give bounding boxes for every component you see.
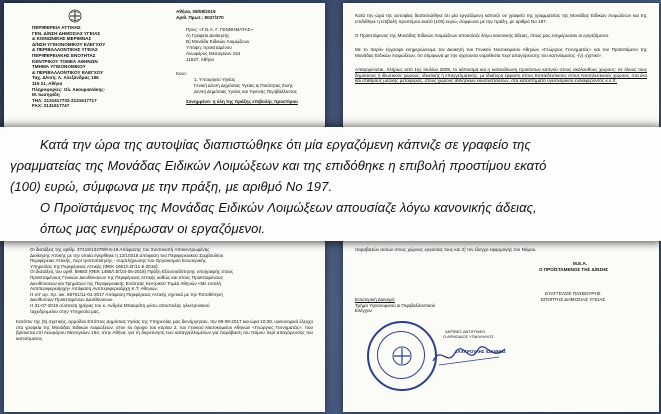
zoomed-excerpt	[0, 127, 661, 241]
signature-title-1: Μ.Ε.Α.	[573, 261, 588, 266]
recipient-line: Α) Γραφείο Διοίκησης	[186, 33, 230, 38]
stamp-line-2: Ο ΑΡΜΟΔΙΟΣ ΥΠΑΛΛΗΛΟΣ	[443, 334, 494, 339]
legal-item: ταχυδρομείου στην Υπηρεσία μας.	[30, 308, 100, 314]
law-paragraph: Απαγορεύεται, πλήρως από 1ης Ιουλίου 2009, το κάπνισμα και η κατανάλωση προϊόντων καπνού στους ακόλουθους χώρους: σε όλους τους δημόσιους ή ιδιωτικούς χώρους, ιδιωτικής ή επαγγελματικής, με ιδιαίτερη έμφαση στους Εκπαιδευτικούς στους Νοσηλευτικούς χώρους, στα έκο και σταθμούς μαζικής μεταφοράς, στους χώρους αθλητικών εκκαταστάσεων, στα καταστήματα υγειονομικού ενδιαφέροντος κ.λ.π.	[355, 67, 647, 84]
zoom-line-4: Ο Προϊστάμενος της Μονάδας Ειδικών Λοιμώξεων απουσίαζε λόγω κανονικής άδειας,	[40, 200, 537, 215]
recipient-line: Υπόψη: προϊσταμένου	[186, 45, 232, 50]
header-line: FAX: 2131617747	[32, 103, 70, 109]
legal-item: Οι διατάξεις του αριθ. 89683 (ΦΕΚ 1465/τ.Β'/24-05-2018) Πράξη Εξουσιοδότησης υπογραφής στους	[30, 269, 234, 275]
header-line: & ΠΕΡΙΒΑΛΛΟΝΤΙΚΟΥ ΕΛΕΓΧΟΥ	[32, 69, 104, 75]
header-line: ΤΗΛ: 2131617732-2131617717	[32, 97, 97, 103]
inspection-paragraph: Κατά την ώρα της αυτοψίας διαπιστώθηκε ότι μία εργαζόμενη κάπνιζε σε γραφείο της γραμματείας της Μονάδας Ειδικών Λοιμώξεων και της επιδόθηκε η επιβολή προστίμου εκατό (100) ευρώ, σύμφωνα με την πράξη, με αριθμό Νο 197.	[355, 13, 647, 24]
legal-item: Διοίκησης Αττικής με την οποία εγκρίθηκε η 12/10318 απόφαση του Περιφερειακού Συμβουλίου	[30, 252, 224, 258]
recipient-line: Β) Μονάδα Ειδικών Λοιμώξεων	[186, 39, 250, 44]
header-line: ΤΜΗΜΑ ΥΓΕΙΟΝΟΜΙΚΟΥ	[32, 64, 86, 70]
greek-emblem-icon	[68, 9, 82, 23]
recipient-line: 11527, Αθήνα	[186, 57, 214, 62]
legal-item: Αντιπεριφερειάρχη» Απόφαση Αντιπεριφερειάρχη Κ.Τ. Αθηνών.	[30, 286, 159, 292]
handwritten-signature	[429, 341, 509, 371]
header-line: & ΠΕΡΙΒΑΛΛΟΝΤΙΚΗΣ ΥΓΕΙΑΣ	[32, 47, 98, 53]
legal-item: Η υπ' αρ. πρ. οικ. 85701/11-01-2017 Απόφαση Περιφέρειας Αττικής σχετικά με την Τοποθέτηση	[30, 291, 223, 297]
header-line: Δ/ΝΣΗ ΥΓΕΙΟΝΟΜΙΚΟΥ ΕΛΕΓΧΟΥ	[32, 41, 106, 47]
header-line: & ΚΟΙΝΩΝΙΚΗΣ ΜΕΡΙΜΝΑΣ	[32, 36, 92, 42]
distribution-line: Ελέγχου	[355, 308, 373, 314]
header-line: Πληροφορίες: Ολ. Ακουμιανάκης-	[32, 86, 106, 92]
notice-paragraph: Με το παρόν έγγραφο ενημερώνουμε τον Διοικητή του Γενικού Νοσοκομείου Αθηνών «Γεώργιος Γεννηματάς» και τον Προϊστάμενο της Μονάδας Ειδικών Λοιμώξεων, ότι σύμφωνα με την ισχύουσα νομοθεσία περί απαγόρευσης του καπνίσματος -(ν) σχετικό-:	[355, 47, 647, 58]
stamp-line-1: ΑΚΡΙΒΕΣ ΑΝΤΙΓΡΑΦΟ	[445, 329, 486, 334]
cc-line: Γενική Δ/νση Δημόσιας Υγείας & Ποιότητας Ζωής	[194, 83, 294, 88]
subject-line: Συνημμένο: η ύλη της πράξης επιβολής προστίμου	[186, 99, 298, 104]
header-line: Ταχ. Δ/νση: Λ. Αλεξάνδρας 196	[32, 75, 99, 81]
protocol-line: Αριθ. Πρωτ.: 8037/370	[176, 15, 224, 20]
header-line: ΓΕΝ. Δ/ΝΣΗ ΔΗΜΟΣΙΑΣ ΥΓΕΙΑΣ	[32, 30, 101, 36]
absence-paragraph: Ο Προϊστάμενος της Μονάδας Ειδικών Λοιμώξεων απουσίαζε λόγω κανονικής άδειας, όπως μας ενημέρωσαν οι εργαζόμενοι.	[355, 33, 610, 38]
zoom-line-2: γραμματείας της Μονάδας Ειδικών Λοιμώξεων και της επιδόθηκε η επιβολή προστίμου εκατό	[10, 158, 547, 173]
signatory-role: ΕΠΟΠΤΗΣ ΔΗΜΟΣΙΑΣ ΥΓΕΙΑΣ	[541, 297, 606, 302]
zoom-line-1: Κατά την ώρα της αυτοψίας διαπιστώθηκε ότι μία εργαζόμενη κάπνιζε σε γραφείο της	[40, 137, 531, 152]
header-line: 115 21, Αθήνα	[32, 81, 63, 86]
header-line: ΚΕΝΤΡΙΚΟΥ ΤΟΜΕΑ ΑΘΗΝΩΝ	[32, 58, 98, 64]
recipient-line: Λεωφόρος Μεσογείων 154	[186, 51, 241, 56]
recipient-line: Προς: «Γ.Ν.Α. Γ. ΓΕΝΝΗΜΑΤΑΣ»	[186, 27, 253, 32]
legal-item: Διευθυντών Προϊσταμένων Διευθύνσεων.	[30, 297, 114, 303]
zoom-line-5: όπως μας ενημέρωσαν οι εργαζόμενοι.	[40, 221, 266, 236]
header-line: ΠΕΡΙΦΕΡΕΙΑΚΗΣ ΕΝΟΤΗΤΑΣ	[32, 53, 96, 58]
cc-line: Δ/νση Δημόσιας Υγείας και Υγιεινής Περιβάλλοντος	[194, 89, 298, 94]
legal-item: Η 31-07-2019 σύσταση ημέρας του κ. Ανδρέα Μπακράτη μέσω αποστολής ηλεκτρονικού	[30, 303, 210, 308]
cc-label: Κοιν.:	[176, 71, 188, 76]
distribution-line: Εσωτερική Διανομή	[355, 297, 395, 302]
cc-line: 1. Υπουργείο Υγείας	[194, 77, 236, 82]
header-line: ΠΕΡΙΦΕΡΕΙΑ ΑΤΤΙΚΗΣ	[32, 25, 81, 30]
official-seal	[367, 321, 437, 391]
date-line: Αθήνα, 08/08/2019	[176, 9, 216, 14]
signature-title-2: Ο ΠΡΟΪΣΤΑΜΕΝΟΣ ΤΗΣ Δ/ΝΣΗΣ	[539, 267, 609, 272]
distribution-line: Τμήμα Υγειονομικού & Περιβαλλοντικού	[355, 302, 436, 308]
signatory-name: ΕΥΑΓΓΕΛΟΣ ΠΑΣΒΟΥΡΗΣ	[545, 291, 601, 296]
seal-emblem-icon	[391, 345, 413, 367]
legal-item: Υπηρεσίας της Περιφέρειας Αττικής (ΦΕΚ 1661/τ.Β'/11-5-2018).	[30, 263, 159, 269]
legal-item: Οι διατάξεις της αριθμ. 37419/13479/8-5-18 Απόφασης του Συντονιστή Αποκεντρωμένης	[30, 247, 210, 252]
legal-item: Περιφέρειας Αττικής, περί τροποποίησης - συμπλήρωσης του Οργανισμού Εσωτερικής	[30, 258, 206, 264]
stamp-name: ΖΑΧΑΡΟΥΛΗΣ ΙΩΑΝΝΗΣ	[455, 349, 506, 354]
closing-paragraph: Κατόπιν της (5) σχετικής, αρμόδιοι Επόπτες Δημόσιας Υγείας της Υπηρεσίας μας διενήργησαν, την 08-08-2017 και ώρα 10:30, υγειονομικό έλεγχο στα γραφεία της Μονάδας Ειδικών Λοιμώξεων, στον 4ο όροφο του κτιρίου 2, του Γενικού Νοσοκομείου Αθηνών «Γεώργιος Γεννηματάς», που βρίσκεται επί Λεωφόρου Μεσογείων 154, στην Αθήνα, για τη διερεύνηση των καταγγελλομένων για παράβαση του Νόμου περί απαγόρευσης του καπνίσματος.	[16, 319, 313, 341]
legal-item: Διευθύνσεων και Τμημάτων της Περιφερειακής Ενότητας Κεντρικού Τομέα Αθηνών «Με εντολή	[30, 280, 222, 286]
header-line: Μ. Ιωσηφίδη	[32, 92, 60, 98]
zoom-line-3: (100) ευρώ, σύμφωνα με την πράξη, με αριθμό Νο 197.	[10, 179, 333, 194]
legal-item: Προϊσταμένους Γενικών Διευθύνσεων της Περιφέρειας Αττικής καθώς και στους Προϊσταμένους	[30, 275, 223, 280]
lower-text: παραβατών αυτών στους χώρους εργασίας τους και 2) τον έλεγχο εφαρμογής του Νόμου.	[355, 247, 537, 252]
